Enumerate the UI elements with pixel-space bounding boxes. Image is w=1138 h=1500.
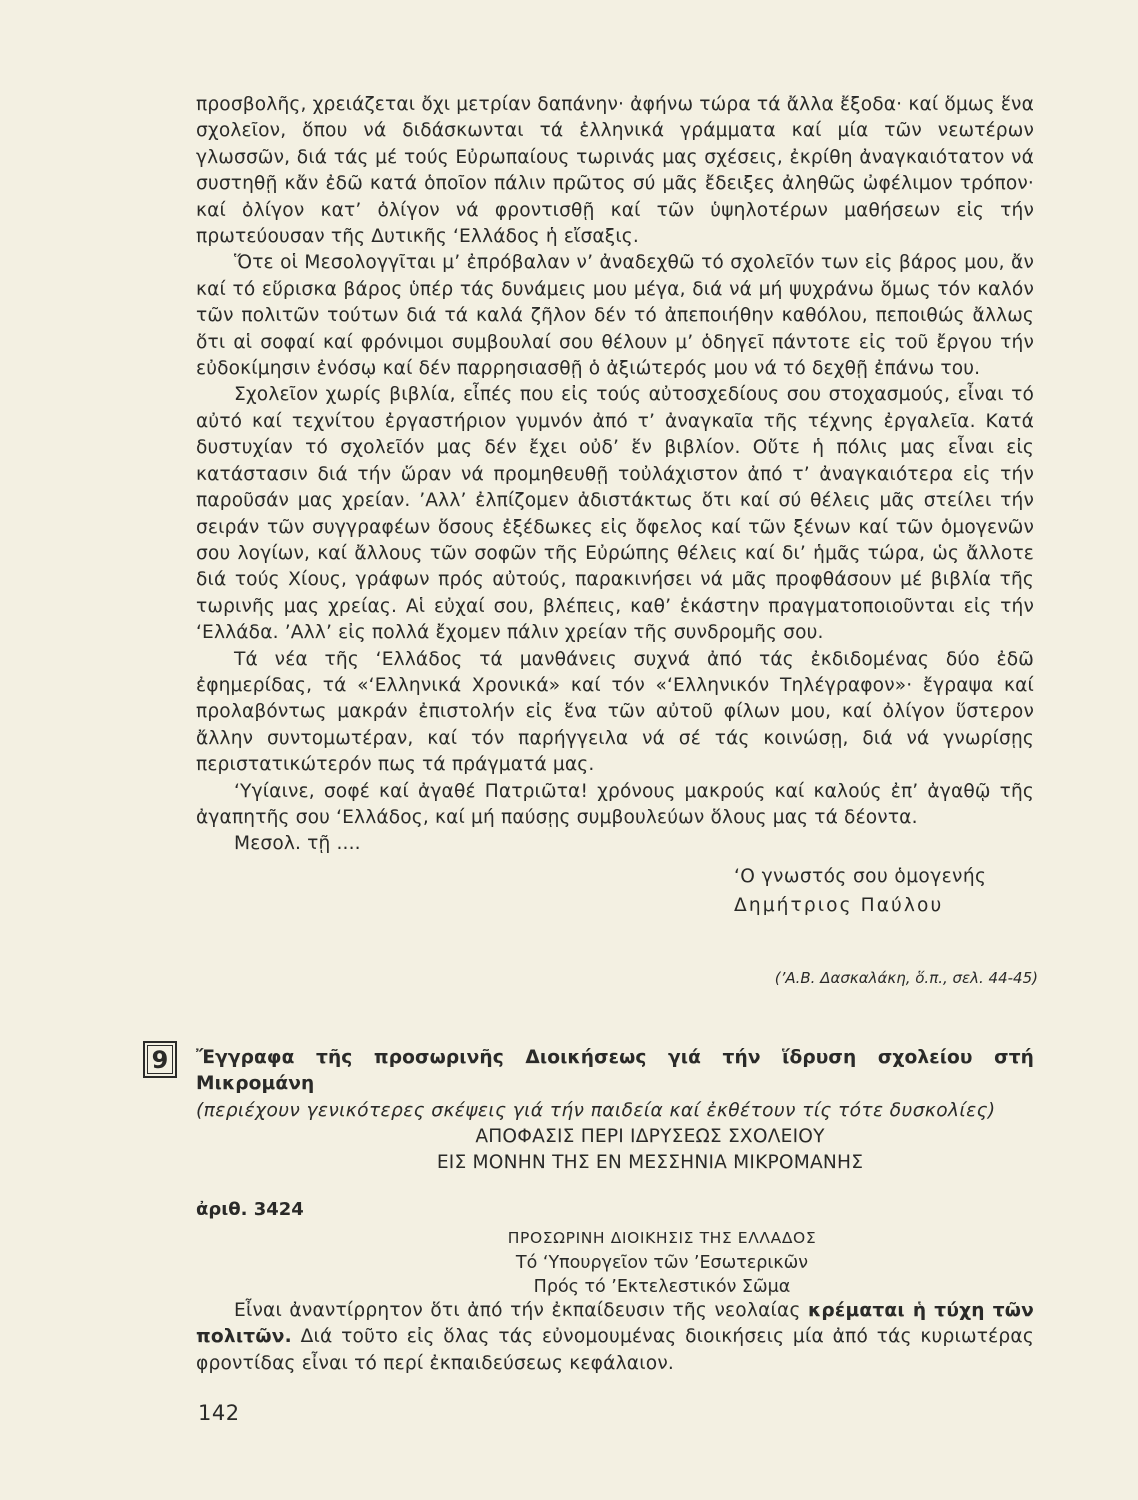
letter-paragraph-3: Σχολεῖον χωρίς βιβλία, εἶπές που εἰς τούς αὐτοσχεδίους σου στοχασμούς, εἶναι τό αὐτό καί τεχνίτου ἐργαστήριον γυμνόν ἀπό τ’ ἀναγκαῖα τῆς τέχνης ἐργαλεῖα. Κατά δυστυχίαν τό σχολεῖόν μας δέν ἔχει οὐδ’ ἕν βιβλίον. Οὔτε ἡ πόλις μας εἶναι εἰς κατάστασιν διά τήν ὥραν νά προμηθευθῇ τοὐλάχιστον ἀπό τ’ ἀναγκαιότερα εἰς τήν παροῦσάν μας χρείαν. ’Αλλ’ ἐλπίζομεν ἀδιστάκτως ὅτι καί σύ θέλεις μᾶς στείλει τήν σειράν τῶν συγγραφέων ὅσους ἐξέδωκες εἰς ὄφελος καί τῶν ξένων καί τῶν ὁμογενῶν σου λογίων, καί ἄλλους τῶν σοφῶν τῆς Εὐρώπης θέλεις καί δι’ ἡμᾶς τώρα, ὡς ἄλλοτε διά τούς Χίους, γράφων πρός αὐτούς, παρακινήσει νά μᾶς προφθάσουν μέ βιβλία τῆς τωρινῆς μας χρείας. Αἱ εὐχαί σου, βλέπεις, καθ’ ἑκάστην πραγματοποιοῦνται εἰς τήν ‘Ελλάδα. ’Αλλ’ εἰς πολλά ἔχομεν πάλιν χρείαν τῆς συνδρομῆς σου. xyxy=(196,384,1034,644)
government-title: ΠΡΟΣΩΡΙΝΗ ΔΙΟΙΚΗΣΙΣ ΤΗΣ ΕΛΛΑΔΟΣ xyxy=(507,1229,817,1247)
signature-name: Δημήτριος Παύλου xyxy=(734,894,944,916)
source-citation: (’Α.Β. Δασκαλάκη, ὅ.π., σελ. 44-45) xyxy=(774,969,1038,987)
government-header xyxy=(196,1226,1034,1300)
ministry-line: Τό ‘Υπουργεῖον τῶν ’Εσωτερικῶν xyxy=(515,1252,809,1273)
paragraph-start: Εἶναι ἀναντίρρητον ὅτι ἀπό τήν ἐκπαίδευσιν τῆς νεολαίας xyxy=(234,1300,809,1321)
letter-paragraph-2: Ὅτε οἱ Μεσολογγῖται μ’ ἐπρόβαλαν ν’ ἀναδεχθῶ τό σχολεῖόν των εἰς βάρος μου, ἄν καί τό εὕρισκα βάρος ὑπέρ τάς δυνάμεις μου μέγα, διά νά μή ψυχράνω ὅμως τόν καλόν τῶν πολιτῶν τούτων διά τά καλά ζῆλον δέν τό ἀπεποιήθην καθόλου, πεποιθώς ἄλλως ὅτι αἱ σοφαί καί φρόνιμοι συμβουλαί σου θέλουν μ’ ὁδηγεῖ πάντοτε εἰς τοῦ ἔργου τήν εὐδοκίμησιν ἐνόσῳ καί δέν παρρησιασθῇ ὁ ἀξιώτερός μου νά τό δεχθῇ ἐπάνω του. xyxy=(196,252,1034,380)
document-reference-number: ἀριθ. 3424 xyxy=(196,1199,304,1220)
page-number: 142 xyxy=(198,1401,240,1425)
closing-date: Μεσολ. τῇ .... xyxy=(234,833,361,855)
decision-heading-line-1: ΑΠΟΦΑΣΙΣ ΠΕΡΙ ΙΔΡΥΣΕΩΣ ΣΧΟΛΕΙΟΥ xyxy=(475,1126,825,1148)
decision-heading-line-2: ΕΙΣ ΜΟΝΗΝ ΤΗΣ ΕΝ ΜΕΣΣΗΝΙΑ ΜΙΚΡΟΜΑΝΗΣ xyxy=(436,1152,864,1174)
signature-block xyxy=(734,862,1034,920)
letter-paragraph-5: ‘Υγίαινε, σοφέ καί ἀγαθέ Πατριῶτα! χρόνους μακρούς καί καλούς ἐπ’ ἀγαθῷ τῆς ἀγαπητῆς σου ‘Ελλάδος, καί μή παύσῃς συμβουλεύων ὅλους μας τά δέοντα. xyxy=(196,780,1034,828)
letter-text xyxy=(196,92,1034,920)
paragraph-end: Διά τοῦτο εἰς ὅλας τάς εὐνομουμένας διοικήσεις μία ἀπό τάς κυριωτέρας φροντίδας εἶναι τό περί ἐκπαιδεύσεως κεφάλαιον. xyxy=(196,1326,1034,1374)
document-9-header xyxy=(196,1045,1034,1176)
section-title: Ἔγγραφα τῆς προσωρινῆς Διοικήσεως γιά τήν ἵδρυση σχολείου στή Μικρομάνη xyxy=(196,1047,1034,1095)
letter-paragraph-1: προσβολῆς, χρειάζεται ὄχι μετρίαν δαπάνην· ἀφήνω τώρα τά ἄλλα ἔξοδα· καί ὅμως ἕνα σχολεῖον, ὅπου νά διδάσκωνται τά ἑλληνικά γράμματα καί μία τῶν νεωτέρων γλωσσῶν, διά τάς μέ τούς Εὐρωπαίους τωρινάς μας σχέσεις, ἐκρίθη ἀναγκαιότατον νά συστηθῇ κἄν ἐδῶ κατά ὁποῖον πάλιν πρῶτος σύ μᾶς ἔδειξες ἀληθῶς ὠφέλιμον τρόπον· καί ὀλίγον κατ’ ὀλίγον νά φροντισθῇ καί τῶν ὑψηλοτέρων μαθήσεων εἰς τήν πρωτεύουσαν τῆς Δυτικῆς ‘Ελλάδος ἡ εἴσαξις. xyxy=(196,94,1034,248)
document-9-opening-paragraph xyxy=(196,1298,1034,1377)
section-subtitle: (περιέχουν γενικότερες σκέψεις γιά τήν παιδεία καί ἐκθέτουν τίς τότε δυσκολίες) xyxy=(196,1099,996,1121)
addressee-line: Πρός τό ’Εκτελεστικόν Σῶμα xyxy=(533,1277,791,1297)
letter-paragraph-4: Τά νέα τῆς ‘Ελλάδος τά μανθάνεις συχνά ἀπό τάς ἐκδιδομένας δύο ἐδῶ ἐφημερίδας, τά «‘Ελληνικά Χρονικά» καί τόν «‘Ελληνικόν Τηλέγραφον»· ἔγραψα καί προλαβόντως μακράν ἐπιστολήν εἰς ἕνα τῶν αὐτοῦ φίλων μου, καί ὀλίγον ὕστερον ἄλλην συντομωτέραν, καί τόν παρήγγειλα νά σέ τάς κοινώσῃ, διά νά γνωρίσῃς περιστατικώτερόν πως τά πράγματά μας. xyxy=(196,648,1034,776)
signature-line-1: ‘Ο γνωστός σου ὁμογενής xyxy=(734,865,987,887)
document-number: 9 xyxy=(151,1045,169,1074)
document-number-box xyxy=(143,1041,177,1078)
paragraph-emphasis: κρέμαται ἡ τύχη τῶν πολιτῶν. xyxy=(196,1300,1034,1348)
